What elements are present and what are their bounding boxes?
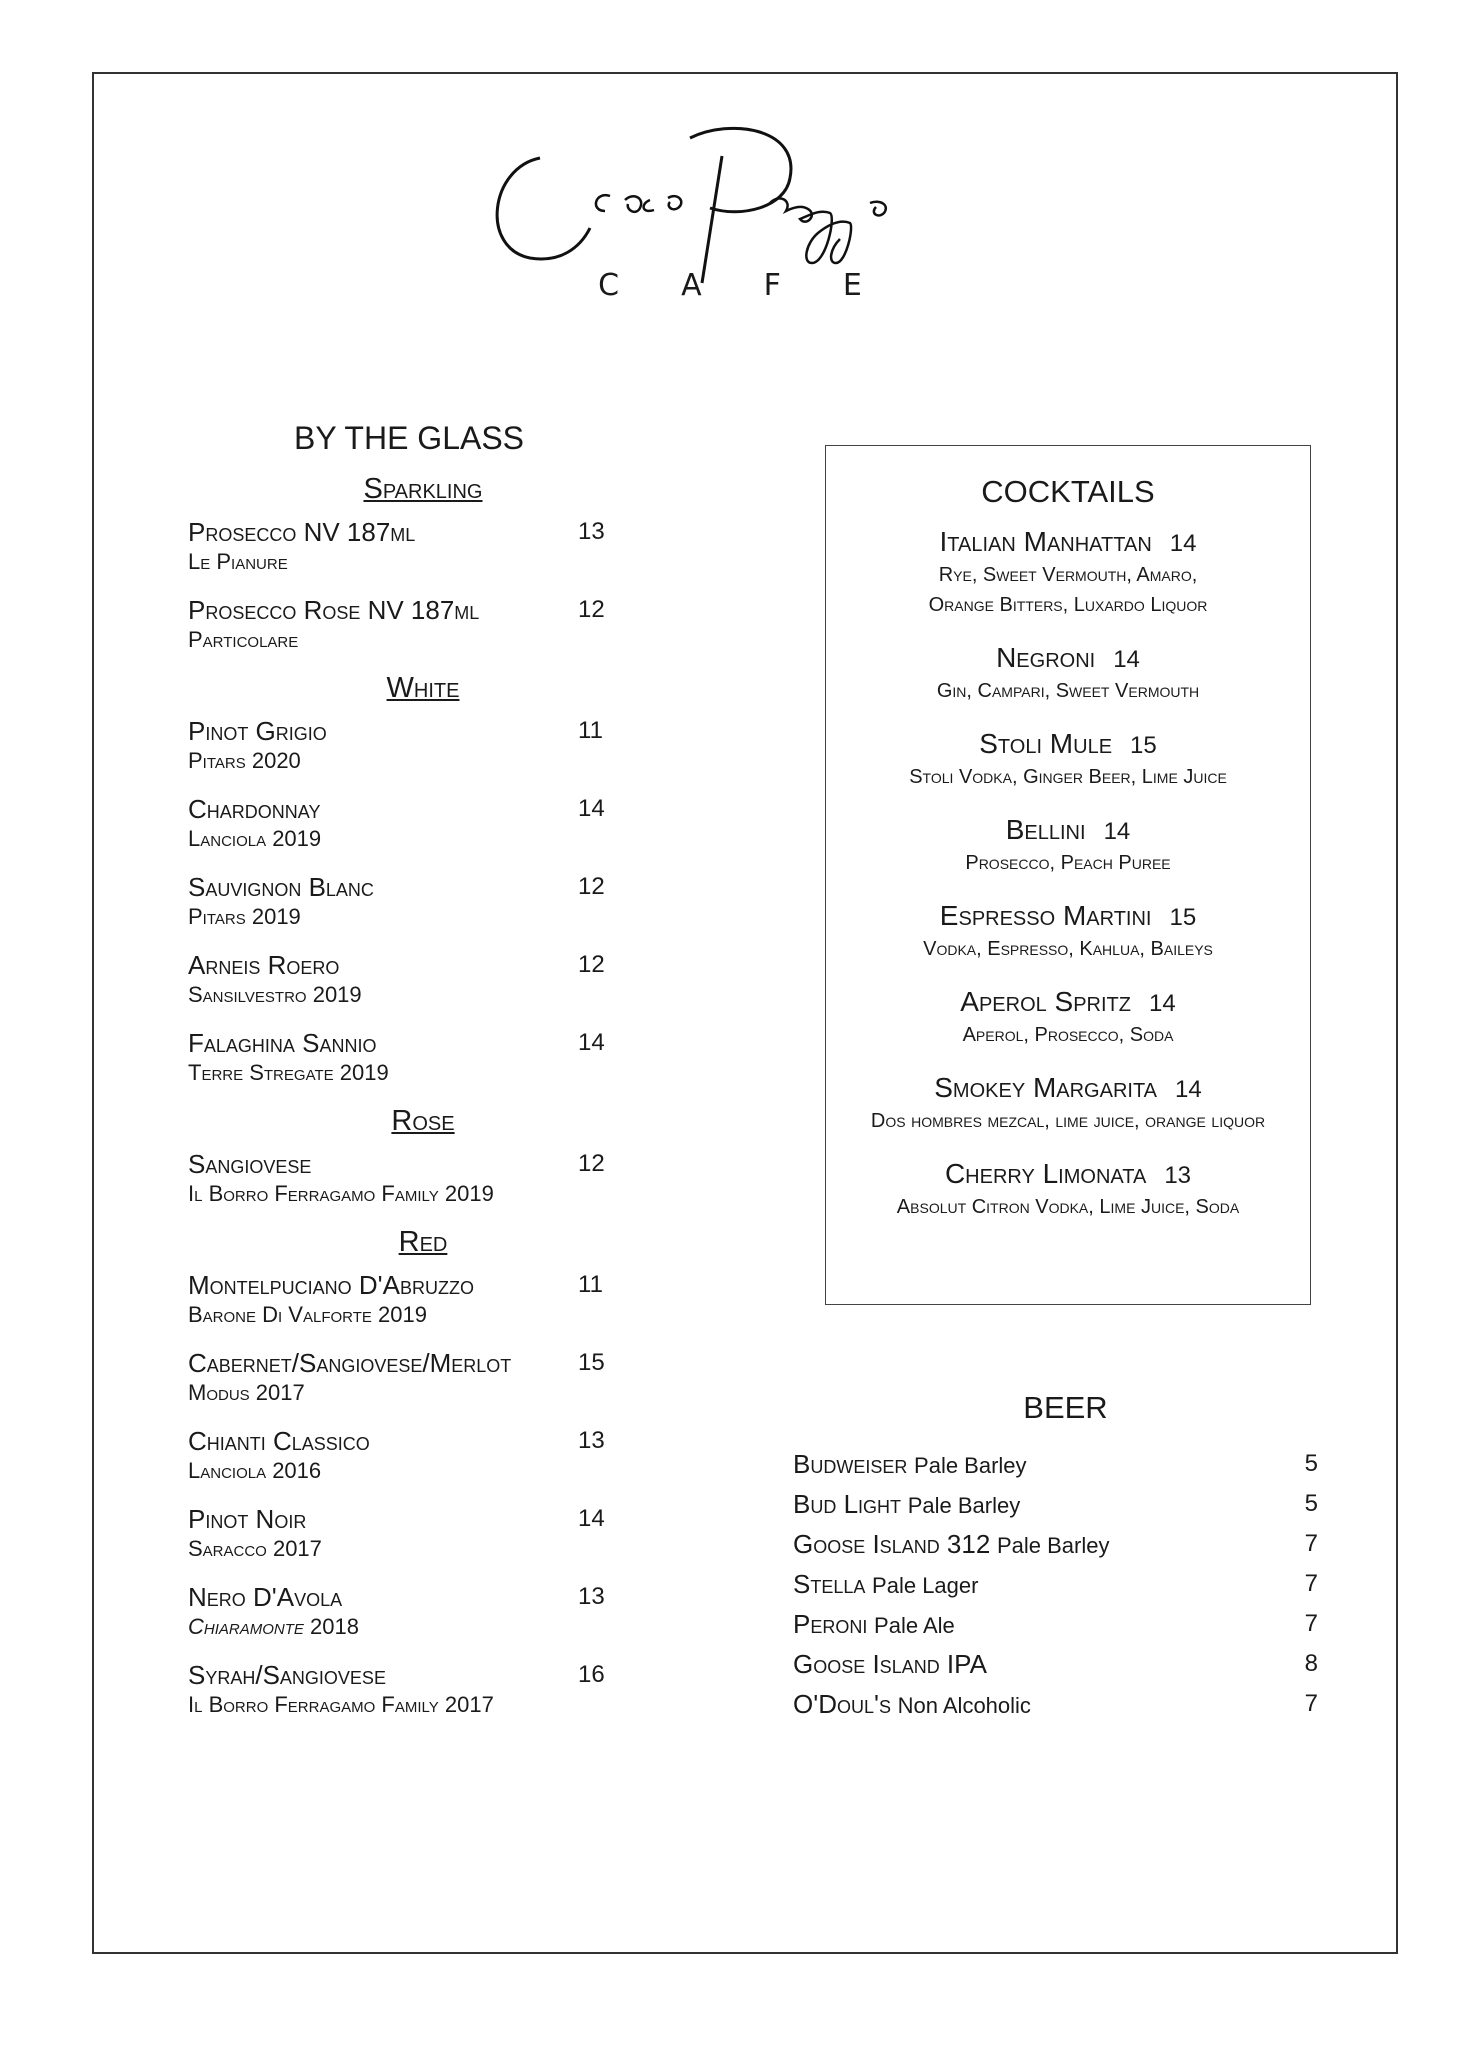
beer-item (793, 1564, 1318, 1604)
wine-name: Pinot Noir (188, 1504, 307, 1534)
beer-item (793, 1444, 1318, 1484)
beer-style: Pale Barley (914, 1452, 1027, 1478)
wine-price: 12 (578, 951, 605, 978)
beer-price: 7 (1304, 1610, 1318, 1637)
wine-name: Falaghina Sannio (188, 1028, 377, 1058)
wine-price: 13 (578, 1583, 605, 1610)
wine-price: 11 (578, 717, 603, 744)
wine-sections (188, 473, 658, 1719)
cocktail-item (826, 898, 1310, 964)
wine-item (188, 1425, 658, 1485)
wine-item (188, 871, 658, 931)
wine-name-block (188, 793, 578, 853)
beer-brand: O'Doul's (793, 1688, 891, 1719)
wine-name: Sangiovese (188, 1149, 312, 1179)
cocktail-item (826, 1070, 1310, 1136)
beer-name (793, 1689, 1031, 1720)
beer-price: 7 (1304, 1690, 1318, 1717)
cocktail-item (826, 524, 1310, 620)
beer-brand: Goose Island IPA (793, 1648, 987, 1679)
section-heading-red: Red (398, 1226, 448, 1258)
wine-price: 16 (578, 1661, 605, 1688)
cocktail-name: Aperol Spritz (960, 986, 1131, 1017)
cocktail-price: 14 (1169, 530, 1197, 557)
wine-name-block (188, 516, 578, 576)
wine-name-block (188, 1347, 578, 1407)
wine-name-block (188, 1027, 578, 1087)
cocktail-title-line (826, 524, 1310, 560)
beer-list (793, 1444, 1318, 1724)
wine-price: 14 (578, 1029, 605, 1056)
section-heading-white: White (386, 672, 460, 704)
wine-name: Pinot Grigio (188, 716, 327, 746)
wine-price: 15 (578, 1349, 605, 1376)
cocktail-name: Italian Manhattan (939, 526, 1152, 557)
cocktail-name: Cherry Limonata (944, 1158, 1147, 1189)
wine-producer: Il Borro Ferragamo Family 2019 (188, 1181, 494, 1206)
wine-item (188, 1581, 658, 1641)
wine-producer: Pitars 2020 (188, 748, 301, 773)
beer-style: Pale Lager (872, 1572, 979, 1598)
wine-name: Cabernet/Sangiovese/Merlot (188, 1348, 512, 1378)
cocktail-title-line (826, 898, 1310, 934)
cocktails-title: COCKTAILS (981, 474, 1155, 509)
cocktail-item (826, 726, 1310, 792)
wine-producer: Le Pianure (188, 549, 288, 574)
cocktail-ingredients: Dos hombres mezcal, lime juice, orange liquor (870, 1110, 1266, 1132)
beer-price: 8 (1304, 1650, 1318, 1677)
wine-name: Arneis Roero (188, 950, 340, 980)
wine-name-block (188, 871, 578, 931)
wine-name: Sauvignon Blanc (188, 872, 374, 902)
wine-name: Chianti Classico (188, 1426, 370, 1456)
wine-item (188, 1148, 658, 1208)
wine-producer: Lanciola 2019 (188, 826, 322, 851)
cocktail-name: Stoli Mule (979, 728, 1113, 759)
beer-price: 5 (1304, 1450, 1318, 1477)
cocktail-ingredients: Orange Bitters, Luxardo Liquor (928, 594, 1208, 616)
wine-name-block (188, 594, 578, 654)
wine-name: Chardonnay (188, 794, 321, 824)
cocktail-ingredients: Stoli Vodka, Ginger Beer, Lime Juice (909, 766, 1227, 788)
wine-name-block (188, 1269, 578, 1329)
cocktail-ingredients: Absolut Citron Vodka, Lime Juice, Soda (896, 1196, 1240, 1218)
wine-price: 11 (578, 1271, 603, 1298)
cocktail-ingredients: Rye, Sweet Vermouth, Amaro, (938, 564, 1198, 586)
wine-producer-vintage: 2018 (303, 1614, 359, 1639)
cocktail-price: 15 (1169, 904, 1197, 931)
beer-brand: Bud Light (793, 1488, 902, 1519)
wine-producer: Barone Di Valforte 2019 (188, 1302, 427, 1327)
wine-name-block (188, 1581, 578, 1641)
beer-style: Pale Ale (874, 1612, 955, 1638)
wine-producer: Modus 2017 (188, 1380, 305, 1405)
wine-name: Montelpuciano D'Abruzzo (188, 1270, 474, 1300)
cocktails-box (825, 445, 1311, 1305)
cocktail-title-line (826, 1156, 1310, 1192)
cocktail-title-line (826, 726, 1310, 762)
beer-column (793, 1390, 1318, 1724)
cocktail-name: Smokey Margarita (934, 1072, 1158, 1103)
wine-producer: Saracco 2017 (188, 1536, 322, 1561)
wine-price: 12 (578, 873, 605, 900)
wine-name: Prosecco NV 187ml (188, 517, 416, 547)
wine-item (188, 949, 658, 1009)
wine-name-block (188, 1659, 578, 1719)
cocktail-ingredients: Prosecco, Peach Puree (965, 852, 1171, 874)
beer-price: 7 (1304, 1570, 1318, 1597)
beer-name (793, 1609, 955, 1640)
wine-name-block (188, 949, 578, 1009)
wine-item (188, 1659, 658, 1719)
cocktail-item (826, 984, 1310, 1050)
beer-name (793, 1449, 1027, 1480)
wine-item (188, 715, 658, 775)
beer-style: Non Alcoholic (897, 1692, 1031, 1718)
cocktail-list (826, 524, 1310, 1222)
beer-name (793, 1529, 1110, 1560)
wine-producer: Terre Stregate 2019 (188, 1060, 389, 1085)
beer-style: Pale Barley (907, 1492, 1021, 1518)
by-the-glass-column (188, 420, 658, 1737)
wine-item (188, 793, 658, 853)
wine-producer-italic: Chiaramonte (188, 1614, 304, 1639)
wine-name-block (188, 715, 578, 775)
wine-producer: Pitars 2019 (188, 904, 301, 929)
wine-item (188, 1503, 658, 1563)
wine-name-block (188, 1425, 578, 1485)
cocktail-ingredients: Aperol, Prosecco, Soda (962, 1024, 1174, 1046)
cocktail-ingredients: Gin, Campari, Sweet Vermouth (936, 680, 1200, 702)
cocktail-price: 14 (1149, 990, 1176, 1017)
by-the-glass-title: BY THE GLASS (293, 420, 525, 456)
beer-style: Pale Barley (996, 1532, 1110, 1558)
wine-price: 14 (578, 795, 605, 822)
beer-item (793, 1484, 1318, 1524)
cocktail-title-line (826, 640, 1310, 676)
wine-item (188, 1347, 658, 1407)
section-heading-sparkling: Sparkling (363, 473, 483, 505)
beer-name (793, 1489, 1020, 1520)
wine-price: 14 (578, 1505, 605, 1532)
cocktail-price: 14 (1113, 646, 1140, 673)
cocktail-item (826, 1156, 1310, 1222)
wine-producer: Il Borro Ferragamo Family 2017 (188, 1692, 494, 1717)
beer-title: BEER (1023, 1390, 1108, 1425)
beer-brand: Goose Island 312 (793, 1528, 991, 1559)
beer-item (793, 1684, 1318, 1724)
wine-name-block (188, 1503, 578, 1563)
wine-name-block (188, 1148, 578, 1208)
beer-price: 5 (1304, 1490, 1318, 1517)
beer-name (793, 1569, 978, 1600)
cocktail-price: 14 (1103, 818, 1131, 845)
beer-brand: Budweiser (793, 1448, 908, 1479)
cocktail-name: Espresso Martini (939, 900, 1152, 931)
beer-brand: Stella (793, 1568, 866, 1599)
cocktail-price: 13 (1164, 1162, 1192, 1189)
wine-item (188, 594, 658, 654)
cocktail-item (826, 812, 1310, 878)
cocktail-name: Bellini (1005, 814, 1086, 845)
beer-price: 7 (1304, 1530, 1318, 1557)
beer-item (793, 1524, 1318, 1564)
cocktail-name: Negroni (996, 642, 1096, 673)
wine-item (188, 1269, 658, 1329)
section-heading-rose: Rose (391, 1105, 455, 1137)
wine-producer (188, 1613, 578, 1641)
logo-caption: CAFE (598, 268, 924, 303)
wine-name: Syrah/Sangiovese (188, 1660, 386, 1690)
cocktail-title-line (826, 812, 1310, 848)
cocktail-price: 14 (1175, 1076, 1202, 1103)
beer-name (793, 1649, 987, 1680)
cocktail-title-line (826, 1070, 1310, 1106)
wine-producer: Particolare (188, 627, 299, 652)
cocktail-price: 15 (1130, 732, 1157, 759)
beer-brand: Peroni (793, 1608, 868, 1639)
wine-producer: Lanciola 2016 (188, 1458, 322, 1483)
cocktail-ingredients: Vodka, Espresso, Kahlua, Baileys (923, 938, 1213, 960)
wine-price: 12 (578, 596, 605, 623)
cocktail-title-line (826, 984, 1310, 1020)
wine-price: 13 (578, 518, 605, 545)
cocktail-item (826, 640, 1310, 706)
beer-item (793, 1604, 1318, 1644)
wine-item (188, 516, 658, 576)
wine-name: Nero D'Avola (188, 1582, 343, 1612)
wine-producer: Sansilvestro 2019 (188, 982, 362, 1007)
beer-item (793, 1644, 1318, 1684)
wine-price: 13 (578, 1427, 605, 1454)
wine-item (188, 1027, 658, 1087)
wine-name: Prosecco Rose NV 187ml (188, 595, 480, 625)
wine-price: 12 (578, 1150, 605, 1177)
